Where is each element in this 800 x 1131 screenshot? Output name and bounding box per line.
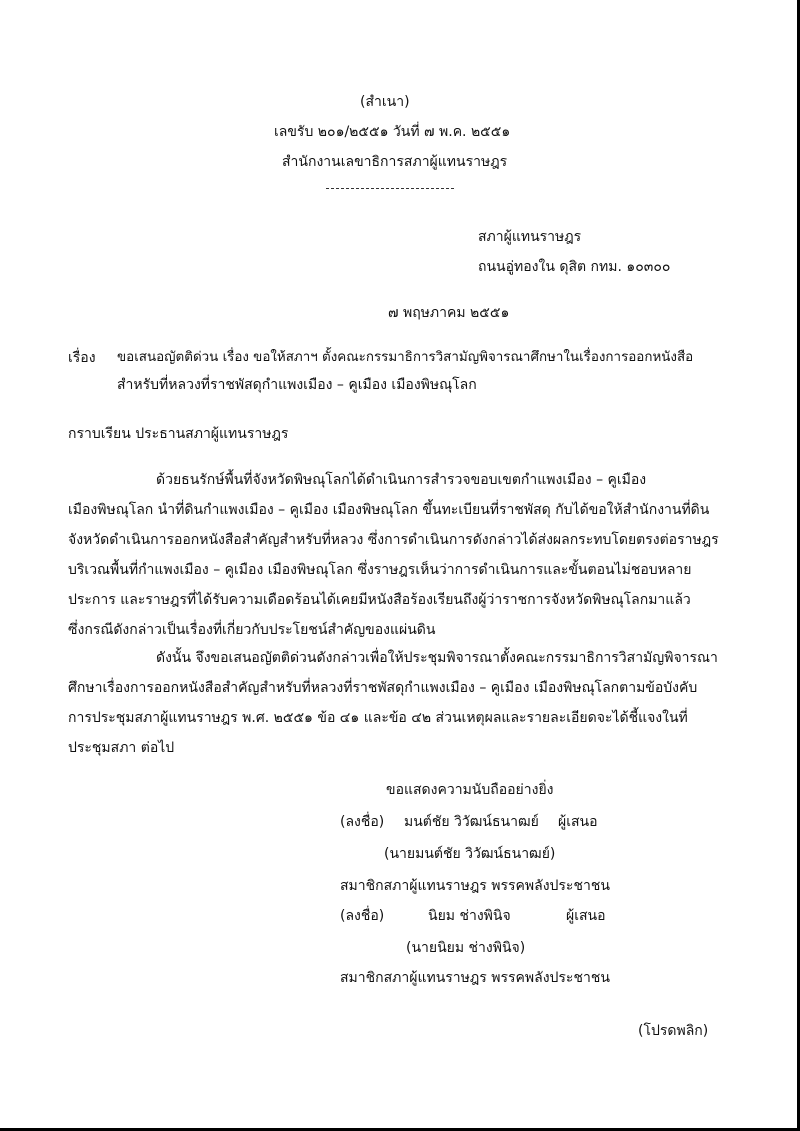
document-date: ๗ พฤษภาคม ๒๕๕๑ xyxy=(388,305,510,321)
body-line: จังหวัดดำเนินการออกหนังสือสำคัญสำหรับที่หลวง ซึ่งการดำเนินการดังกล่าวได้ส่งผลกระทบโดยตรงต่อราษฎร xyxy=(68,532,719,548)
body-line: ศึกษาเรื่องการออกหนังสือสำคัญสำหรับที่หลวงที่ราชพัสดุกำแพงเมือง – คูเมือง เมืองพิษณุโลกตามข้อบังคับ xyxy=(68,680,698,696)
receipt-line: เลขรับ ๒๐๑/๒๕๕๑ วันที่ ๗ พ.ค. ๒๕๕๑ xyxy=(274,124,511,140)
body-line: ประชุมสภา ต่อไป xyxy=(68,740,175,756)
position-1: สมาชิกสภาผู้แทนราษฎร พรรคพลังประชาชน xyxy=(340,878,610,894)
body-line: เมืองพิษณุโลก นำที่ดินกำแพงเมือง – คูเมือง เมืองพิษณุโลก ขึ้นทะเบียนที่ราชพัสดุ กับได้ขอให้สำนักงานที่ดิน xyxy=(68,502,710,518)
copy-mark: (สำเนา) xyxy=(360,94,410,110)
header-divider xyxy=(326,188,454,189)
sign-label-1: (ลงชื่อ) xyxy=(340,814,385,830)
body-line: ด้วยธนรักษ์พื้นที่จังหวัดพิษณุโลกได้ดำเนินการสำรวจขอบเขตกำแพงเมือง – คูเมือง xyxy=(156,472,647,488)
position-2: สมาชิกสภาผู้แทนราษฎร พรรคพลังประชาชน xyxy=(340,970,610,986)
body-line: ประการ และราษฎรที่ได้รับความเดือดร้อนได้เคยมีหนังสือร้องเรียนถึงผู้ว่าราชการจังหวัดพิษณุโลกมาแล้ว xyxy=(68,592,691,608)
salutation: กราบเรียน ประธานสภาผู้แทนราษฎร xyxy=(68,426,289,442)
sign-label-2: (ลงชื่อ) xyxy=(340,908,385,924)
closing-phrase: ขอแสดงความนับถืออย่างยิ่ง xyxy=(386,782,554,798)
office-name: สำนักงานเลขาธิการสภาผู้แทนราษฎร xyxy=(282,154,508,170)
proposer-role-2: ผู้เสนอ xyxy=(566,908,606,924)
subject-line-2: สำหรับที่หลวงที่ราชพัสดุกำแพงเมือง – คูเมือง เมืองพิษณุโลก xyxy=(117,377,477,393)
subject-label: เรื่อง xyxy=(68,350,96,366)
body-line: ซึ่งกรณีดังกล่าวเป็นเรื่องที่เกี่ยวกับประโยชน์สำคัญของแผ่นดิน xyxy=(68,622,436,638)
printed-name-1: (นายมนต์ชัย วิวัฒน์ธนาฒย์) xyxy=(384,846,556,862)
address-line-2: ถนนอู่ทองใน ดุสิต กทม. ๑๐๓๐๐ xyxy=(478,259,671,275)
subject-line-1: ขอเสนอญัตติด่วน เรื่อง ขอให้สภาฯ ตั้งคณะกรรมาธิการวิสามัญพิจารณาศึกษาในเรื่องการออกหนังสือ xyxy=(117,350,694,365)
signature-2: นิยม ช่างพินิจ xyxy=(428,908,511,924)
proposer-role-1: ผู้เสนอ xyxy=(558,814,598,830)
printed-name-2: (นายนิยม ช่างพินิจ) xyxy=(406,940,526,956)
body-line: ดังนั้น จึงขอเสนอญัตติด่วนดังกล่าวเพื่อให้ประชุมพิจารณาตั้งคณะกรรมาธิการวิสามัญพิจารณา xyxy=(156,650,718,666)
turn-over-note: (โปรดพลิก) xyxy=(638,1023,709,1039)
body-paragraph-2 xyxy=(68,643,728,763)
body-line: บริเวณพื้นที่กำแพงเมือง – คูเมือง เมืองพิษณุโลก ซึ่งราษฎรเห็นว่าการดำเนินการและขั้นตอนไม่ชอบหลาย xyxy=(68,562,692,578)
address-line-1: สภาผู้แทนราษฎร xyxy=(478,229,582,245)
signature-1: มนต์ชัย วิวัฒน์ธนาฒย์ xyxy=(404,814,539,830)
body-line: การประชุมสภาผู้แทนราษฎร พ.ศ. ๒๕๕๑ ข้อ ๔๑ และข้อ ๔๒ ส่วนเหตุผลและรายละเอียดจะได้ชี้แจงในที่ xyxy=(68,710,688,726)
body-paragraph-1 xyxy=(68,465,728,645)
